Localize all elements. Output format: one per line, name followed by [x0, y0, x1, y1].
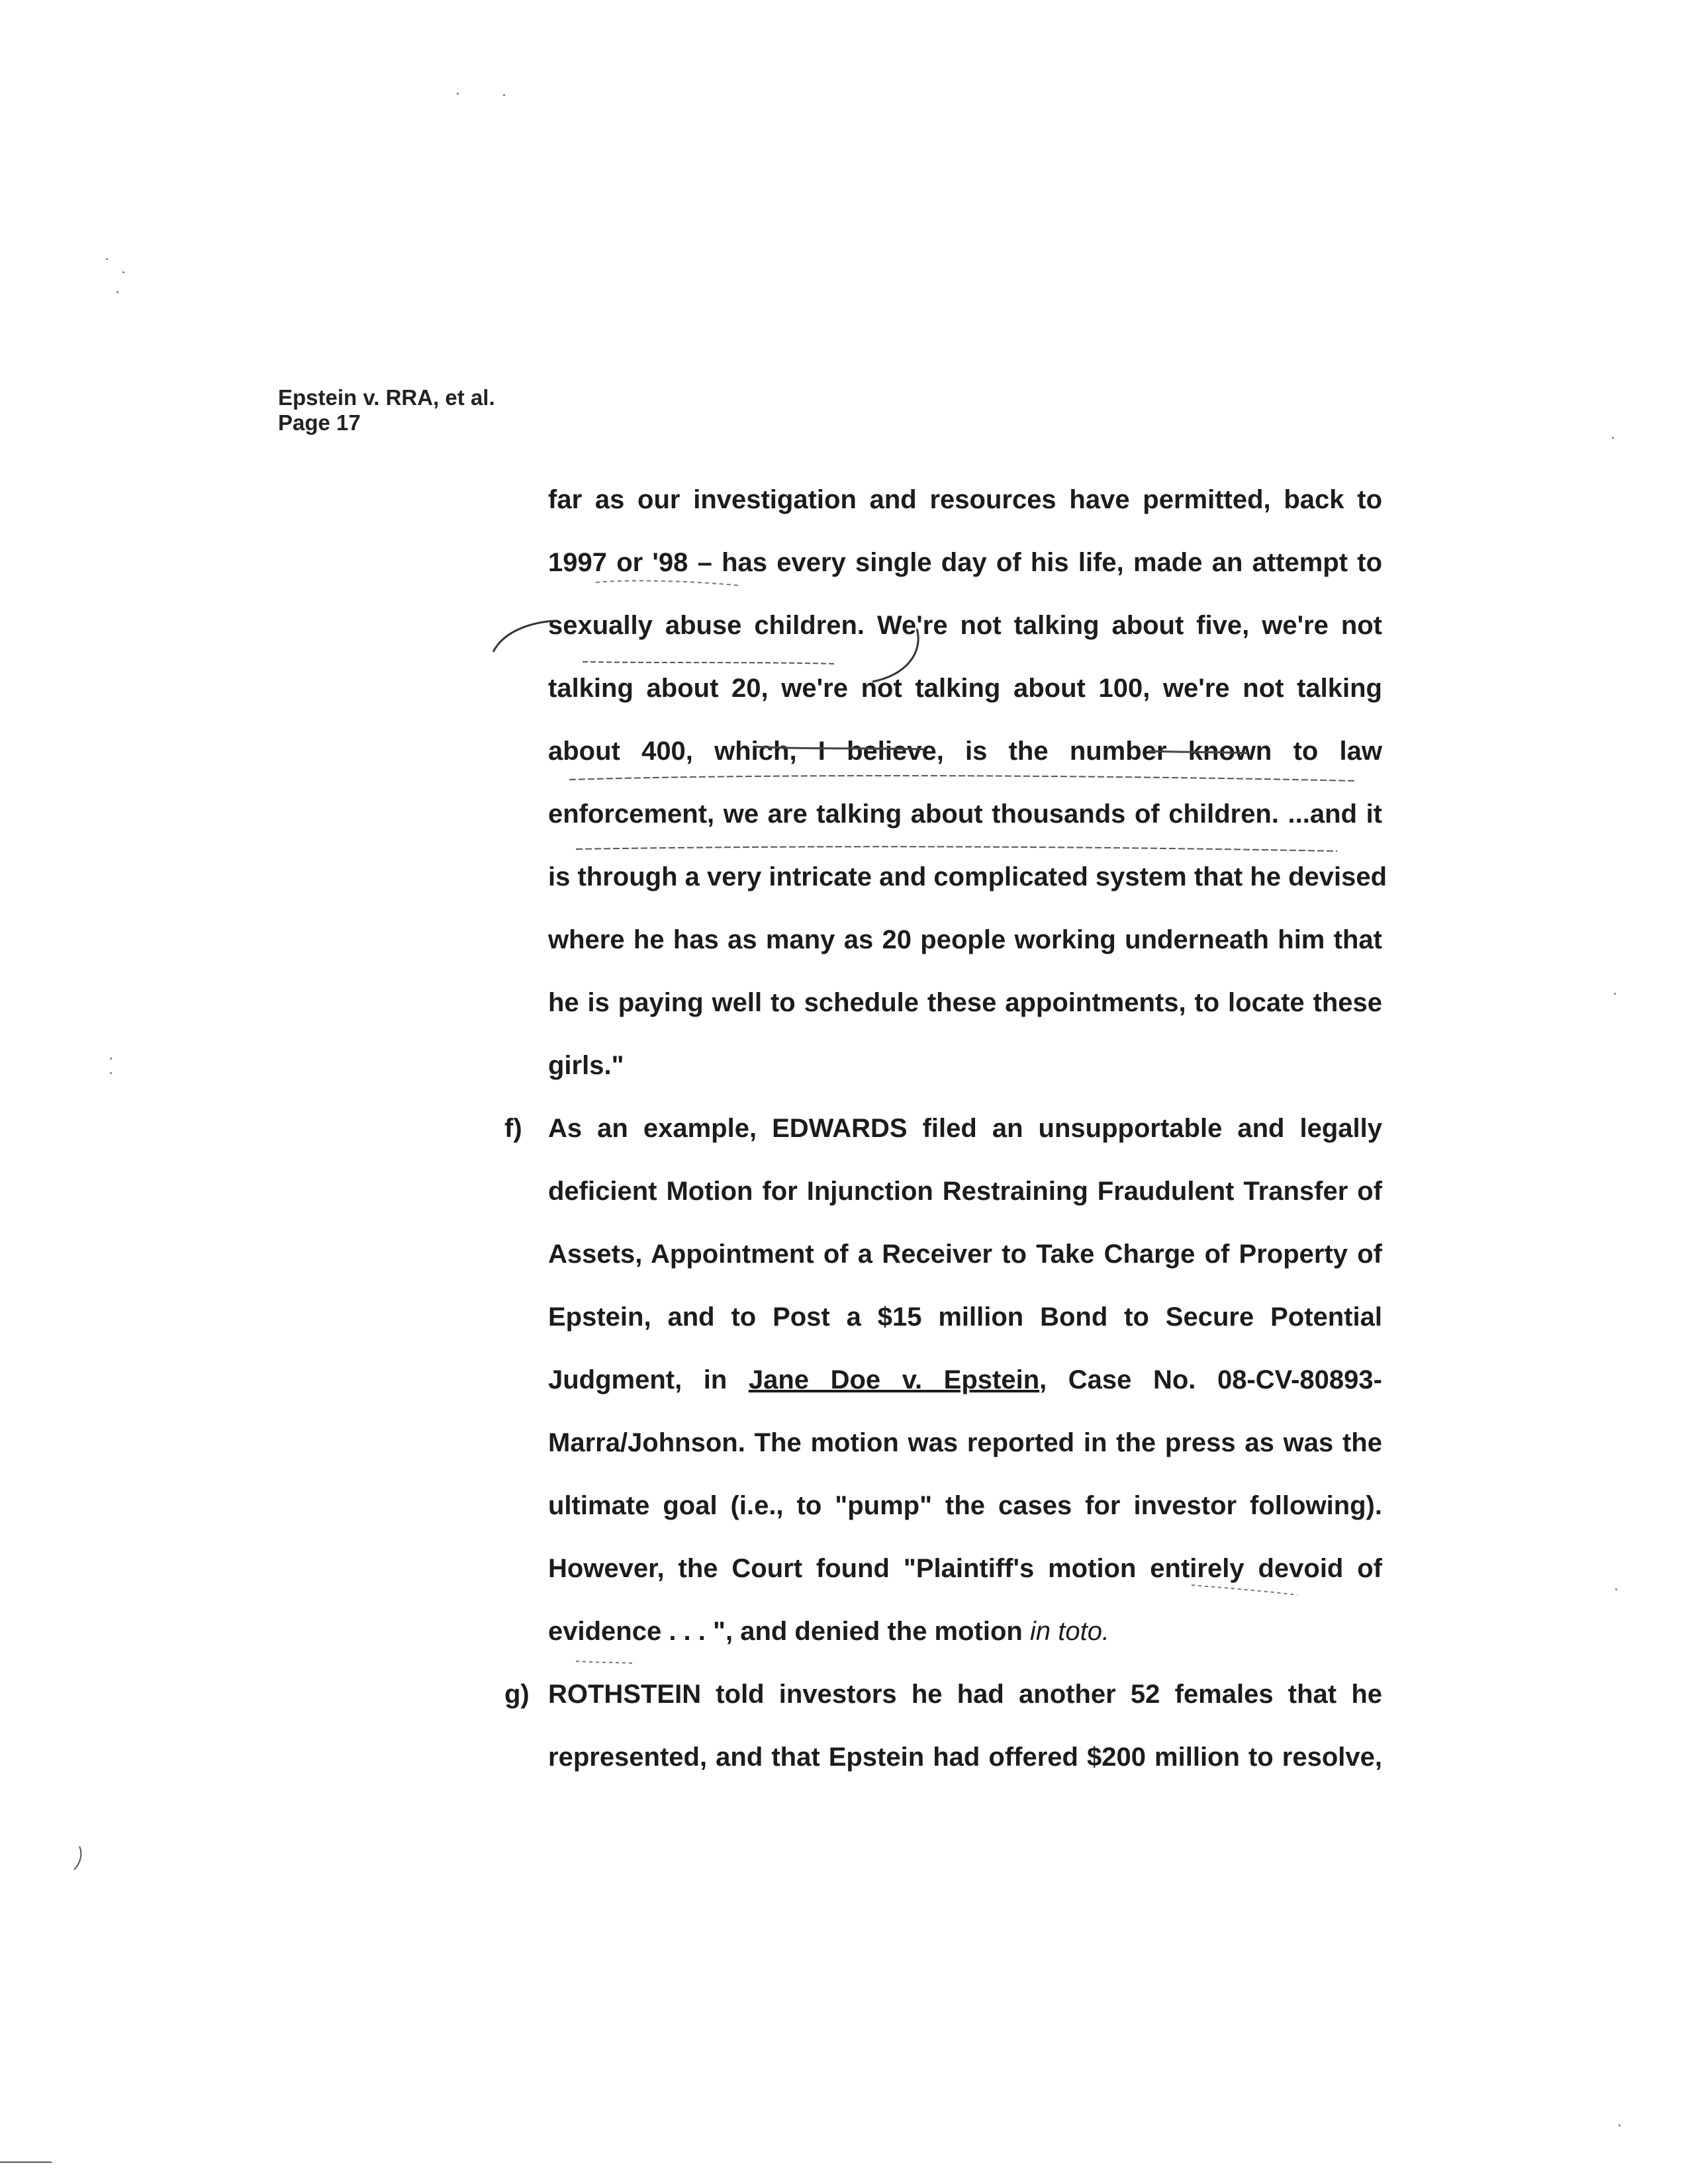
item-g-label: g) [504, 1680, 530, 1709]
paragraph-line [548, 1349, 1382, 1412]
pen-stroke [74, 1846, 81, 1870]
text-run: evidence . . . ", and denied the motion [548, 1617, 1030, 1646]
pen-stroke [493, 621, 556, 652]
quote-line: sexually abuse children. We're not talking about five, we're not [548, 611, 1382, 640]
page-number: Page 17 [278, 410, 361, 435]
item-g-paragraph [548, 1663, 1382, 1789]
quote-line: girls." [548, 1051, 624, 1080]
italic-phrase: in toto. [1029, 1617, 1110, 1646]
quote-line: he is paying well to schedule these appointments, to locate these [548, 988, 1382, 1017]
case-header [278, 385, 495, 435]
quote-line: talking about 20, we're not talking about 100, we're not talking [548, 674, 1382, 703]
paragraph-line: deficient Motion for Injunction Restraining Fraudulent Transfer of [548, 1177, 1382, 1206]
paragraph-line: As an example, EDWARDS filed an unsupportable and legally [548, 1114, 1382, 1143]
quote-line: 1997 or '98 – has every single day of his life, made an attempt to [548, 548, 1382, 577]
scan-speck [457, 93, 459, 95]
paragraph-line: Epstein, and to Post a $15 million Bond to Secure Potential [548, 1302, 1382, 1332]
scan-speck [1614, 993, 1616, 995]
quote-line: about 400, which, I believe, is the number known to law [548, 737, 1382, 766]
scan-speck [117, 291, 118, 293]
quote-line: enforcement, we are talking about thousands of children. ...and it [548, 799, 1382, 829]
quote-line: far as our investigation and resources have permitted, back to [548, 485, 1382, 514]
paragraph-line: Assets, Appointment of a Receiver to Take Charge of Property of [548, 1240, 1382, 1269]
scan-speck [1612, 437, 1614, 439]
paragraph-line [548, 1600, 1382, 1663]
paragraph-line: Marra/Johnson. The motion was reported in the press as was the [548, 1428, 1382, 1457]
paragraph-line: However, the Court found "Plaintiff's motion entirely devoid of [548, 1554, 1382, 1583]
scan-speck [1618, 2124, 1620, 2126]
quote-line: where he has as many as 20 people working underneath him that [548, 925, 1382, 954]
item-f-label: f) [504, 1114, 522, 1143]
scan-speck [106, 258, 108, 260]
scan-edge-line [0, 2161, 52, 2163]
paragraph-line: ultimate goal (i.e., to "pump" the cases for investor following). [548, 1491, 1382, 1520]
scan-speck [122, 271, 124, 273]
text-run: , Case No. 08-CV-80893- [1039, 1365, 1382, 1394]
quote-line: is through a very intricate and complicated system that he devised [548, 862, 1387, 891]
quote-block [548, 469, 1387, 1097]
text-run: Judgment, in [548, 1365, 749, 1394]
paragraph-line: represented, and that Epstein had offered $200 million to resolve, [548, 1743, 1382, 1772]
case-caption: Epstein v. RRA, et al. [278, 385, 495, 410]
scan-speck [110, 1072, 112, 1074]
scan-speck [503, 94, 505, 96]
paragraph-line: ROTHSTEIN told investors he had another 52 females that he [548, 1680, 1382, 1709]
scan-speck [110, 1058, 112, 1060]
case-name: Jane Doe v. Epstein [748, 1365, 1040, 1394]
item-f-paragraph [548, 1097, 1382, 1663]
scan-speck [1615, 1588, 1617, 1590]
